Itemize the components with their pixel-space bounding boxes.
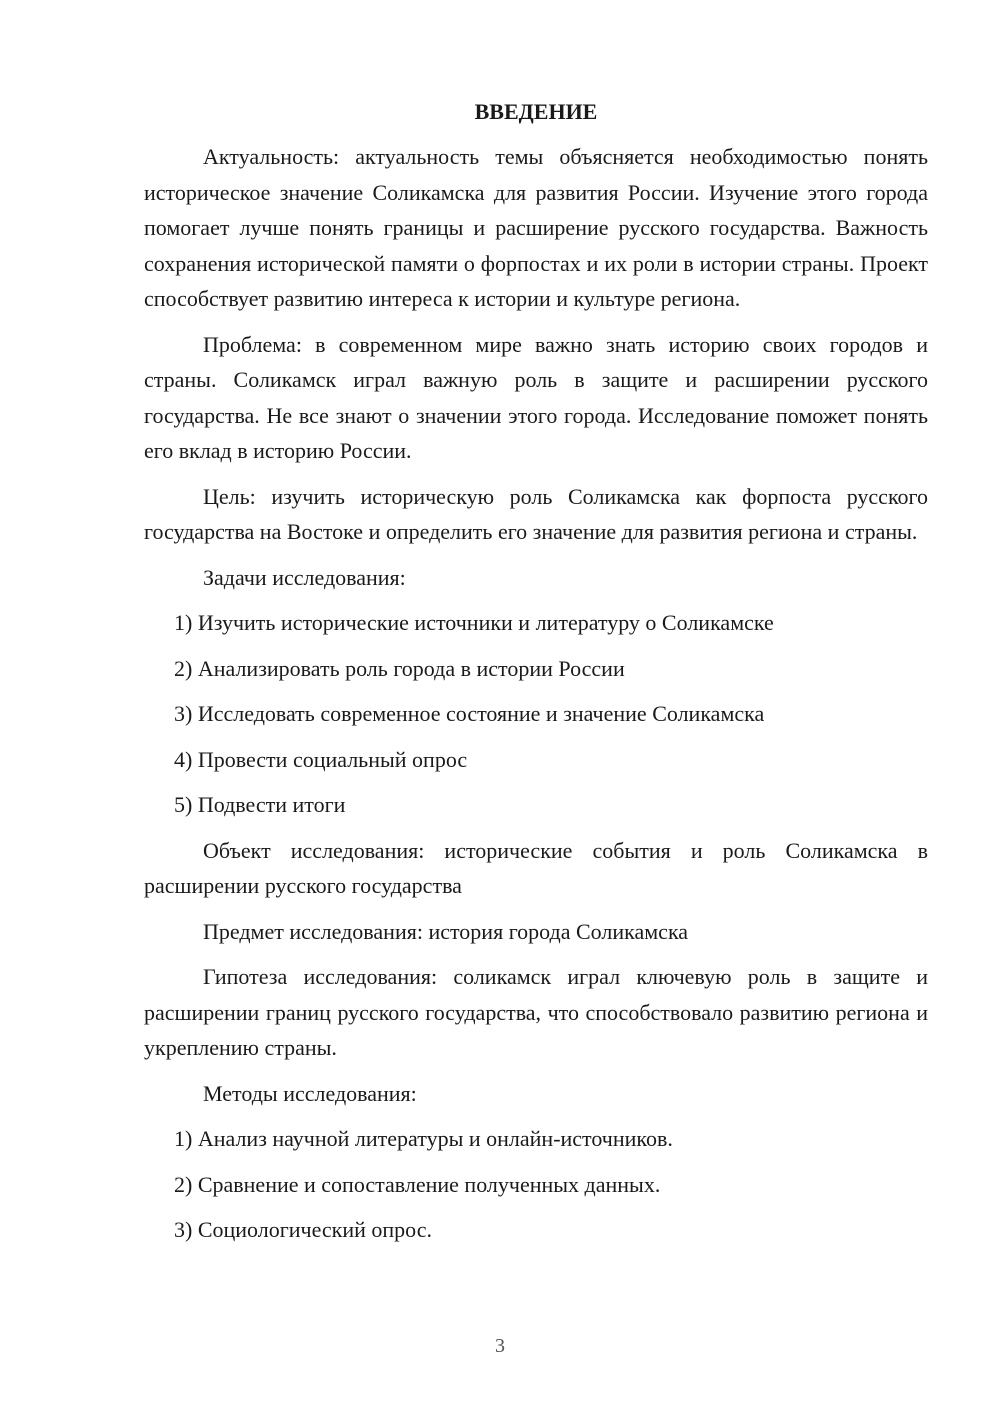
methods-list: [144, 1121, 928, 1248]
page-title: ВВЕДЕНИЕ: [474, 99, 598, 124]
subject-paragraph: Предмет исследования: история города Соликамска: [203, 918, 689, 944]
object-paragraph: Объект исследования: исторические события и роль Соликамска в расширении русского государства: [144, 837, 928, 898]
list-item: 1) Анализ научной литературы и онлайн-источников.: [174, 1126, 673, 1151]
list-item: 3) Социологический опрос.: [174, 1217, 432, 1242]
problem-paragraph: Проблема: в современном мире важно знать историю своих городов и страны. Соликамск играл важную роль в защите и расширении русского государства. Не все знают о значении этого города. Исследование поможет понять его вклад в историю России.: [144, 331, 928, 463]
methods-label: Методы исследования:: [203, 1080, 417, 1106]
list-item: 5) Подвести итоги: [174, 792, 346, 817]
hypothesis-paragraph: Гипотеза исследования: соликамск играл ключевую роль в защите и расширении границ русского государства, что способствовало развитию региона и укреплению страны.: [144, 964, 928, 1060]
tasks-label: Задачи исследования:: [203, 564, 406, 590]
tasks-list: [144, 605, 928, 823]
list-item: 4) Провести социальный опрос: [174, 746, 468, 772]
list-item: 2) Анализировать роль города в истории России: [174, 655, 625, 681]
goal-paragraph: Цель: изучить историческую роль Соликамска как форпоста русского государства на Востоке и определить его значение для развития региона и страны.: [144, 483, 928, 544]
relevance-paragraph: Актуальность: актуальность темы объясняется необходимостью понять историческое значение Соликамска для развития России. Изучение этого города помогает лучше понять границы и расширение русского государства. Важность сохранения исторической памяти о форпостах и их роли в истории страны. Проект способствует развитию интереса к истории и культуре региона.: [144, 144, 928, 311]
list-item: 2) Сравнение и сопоставление полученных данных.: [174, 1171, 661, 1197]
page-content: [144, 94, 928, 1258]
list-item: 3) Исследовать современное состояние и значение Соликамска: [174, 701, 765, 726]
page-number: 3: [495, 1335, 505, 1357]
list-item: 1) Изучить исторические источники и литературу о Соликамске: [174, 610, 774, 635]
